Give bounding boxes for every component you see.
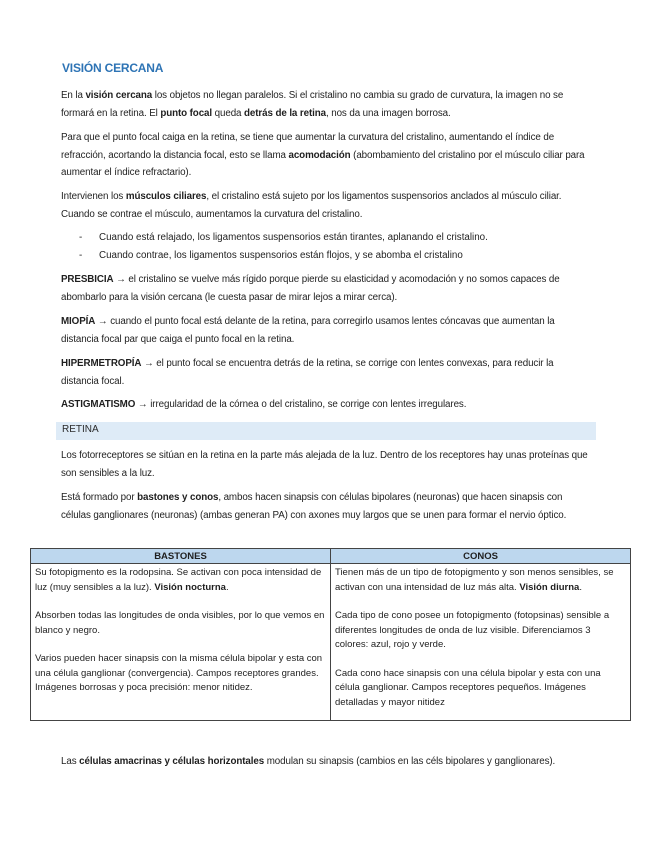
paragraph-bastones-conos (61, 489, 591, 524)
bold-term: células amacrinas y células horizontales (79, 756, 265, 767)
bold-term: bastones y conos (137, 492, 219, 503)
comparison-table (30, 548, 631, 721)
cell-bastones (31, 564, 331, 721)
list-item-text: Cuando contrae, los ligamentos suspensorios están flojos, y se abomba el cristalino (99, 249, 463, 261)
bold-term: acomodación (288, 149, 351, 161)
text: queda (212, 107, 245, 119)
cell-paragraph: Cada tipo de cono posee un fotopigmento (fotopsinas) sensible a diferentes longitudes de onda de luz visible. Diferenciamos 3 colores: azul, rojo y verde. (335, 610, 610, 650)
bullet-dash: - (79, 232, 83, 243)
text: , ambos hacen sinapsis con células bipolares (neuronas) que hacen sinapsis con células ganglionares (neuronas) (ambas generan PA) con axones muy largos que se unen para formar el nervio óptico. (61, 492, 567, 521)
cell-conos (331, 564, 631, 721)
text: Tienen más de un tipo de fotopigmento y son menos sensibles, se activan con una intensidad de luz más alta. (335, 567, 614, 593)
text: . (579, 581, 582, 593)
section-heading-vision-cercana: VISIÓN CERCANA (62, 61, 164, 75)
cell-paragraph (335, 566, 626, 595)
cell-paragraph (35, 566, 326, 595)
bold-term: músculos ciliares (125, 191, 207, 202)
text: Su fotopigmento es la rodopsina. Se activan con poca intensidad de luz (muy sensibles a la luz). (35, 567, 322, 593)
table-row (31, 564, 631, 721)
list-item (61, 229, 601, 247)
bold-term: Visión diurna (519, 581, 580, 593)
bold-term: HIPERMETROPÍA (61, 358, 142, 369)
text: el punto focal se encuentra detrás de la retina, se corrige con lentes convexas, para reducir la distancia focal. (61, 358, 554, 387)
bullet-dash: - (79, 249, 83, 261)
paragraph-presbicia (61, 271, 591, 306)
text: Las (61, 756, 80, 767)
cell-paragraph: Cada cono hace sinapsis con una célula bipolar y esta con una célula ganglionar. Campos receptores pequeños. Imágenes detalladas y mayor nitidez (335, 667, 601, 708)
paragraph-hipermetropia (61, 355, 591, 390)
arrow-icon: → (116, 274, 126, 285)
paragraph-musculos-ciliares (61, 188, 591, 223)
text: , nos da una imagen borrosa. (325, 107, 451, 119)
text: . (225, 581, 229, 593)
paragraph-miopia (61, 313, 591, 348)
text: Para que el punto focal caiga en la retina, se tiene que aumentar la curvatura del cristalino, aumentando el índice de refracción, acortando la distancia focal, esto se llama (61, 132, 555, 161)
text: Intervienen los (61, 191, 126, 202)
text: el cristalino se vuelve más rígido porque pierde su elasticidad y acomodación y no somos capaces de abombarlo para la visión cercana (le cuesta pasar de mirar lejos a mirar cerca). (61, 274, 560, 303)
bold-term: detrás de la retina (244, 107, 326, 119)
text: (abombamiento del cristalino por el músculo ciliar para aumentar el índice refractario). (61, 149, 585, 178)
bold-term: visión cercana (85, 90, 153, 101)
text: , el cristalino está sujeto por los ligamentos suspensorios anclados al músculo ciliar. Cuando se contrae el músculo, aumentamos la curvatura del cristalino. (61, 191, 562, 220)
paragraph-acomodacion (61, 129, 591, 182)
text: los objetos no llegan paralelos. Si el cristalino no cambia su grado de curvatura, la imagen no se formará en la retina. El (61, 90, 564, 119)
bold-term: PRESBICIA (61, 274, 114, 285)
column-header-bastones: BASTONES (31, 549, 331, 564)
bold-term: MIOPÍA (61, 316, 96, 327)
arrow-icon: → (137, 399, 148, 410)
arrow-icon: → (97, 316, 108, 327)
paragraph-astigmatismo (61, 396, 591, 414)
paragraph-amacrinas (61, 753, 621, 771)
bold-term: ASTIGMATISMO (61, 399, 136, 410)
text: modulan su sinapsis (cambios en las céls bipolares y ganglionares). (264, 756, 556, 767)
text: Está formado por (61, 492, 138, 503)
paragraph-fotorreceptores: Los fotorreceptores se sitúan en la retina en la parte más alejada de la luz. Dentro de los receptores hay unas proteínas que son sensibles a la luz. (61, 450, 588, 479)
cell-paragraph: Varios pueden hacer sinapsis con la misma célula bipolar y esta con una célula ganglionar (convergencia). Campos receptores grandes. Imágenes borrosas y poca precisión: menor nitidez. (35, 653, 323, 693)
section-title: RETINA (62, 424, 99, 435)
bold-term: punto focal (160, 107, 213, 119)
text: irregularidad de la córnea o del cristalino, se corrige con lentes irregulares. (147, 399, 467, 410)
list-item (61, 247, 601, 265)
text: En la (61, 90, 86, 101)
arrow-icon: → (143, 358, 154, 369)
column-header-conos: CONOS (331, 549, 631, 564)
list-item-text: Cuando está relajado, los ligamentos suspensorios están tirantes, aplanando el cristalino. (99, 232, 488, 243)
paragraph-vision-cercana (61, 87, 591, 122)
bold-term: Visión nocturna (154, 581, 226, 593)
bullet-list (61, 229, 601, 264)
cell-paragraph: Absorben todas las longitudes de onda visibles, por lo que vemos en blanco y negro. (35, 610, 325, 636)
table-header-row (31, 549, 631, 564)
section-header-retina (56, 422, 596, 440)
text: cuando el punto focal está delante de la retina, para corregirlo usamos lentes cóncavas que aumentan la distancia focal par que caiga el punto focal en la retina. (61, 316, 555, 345)
